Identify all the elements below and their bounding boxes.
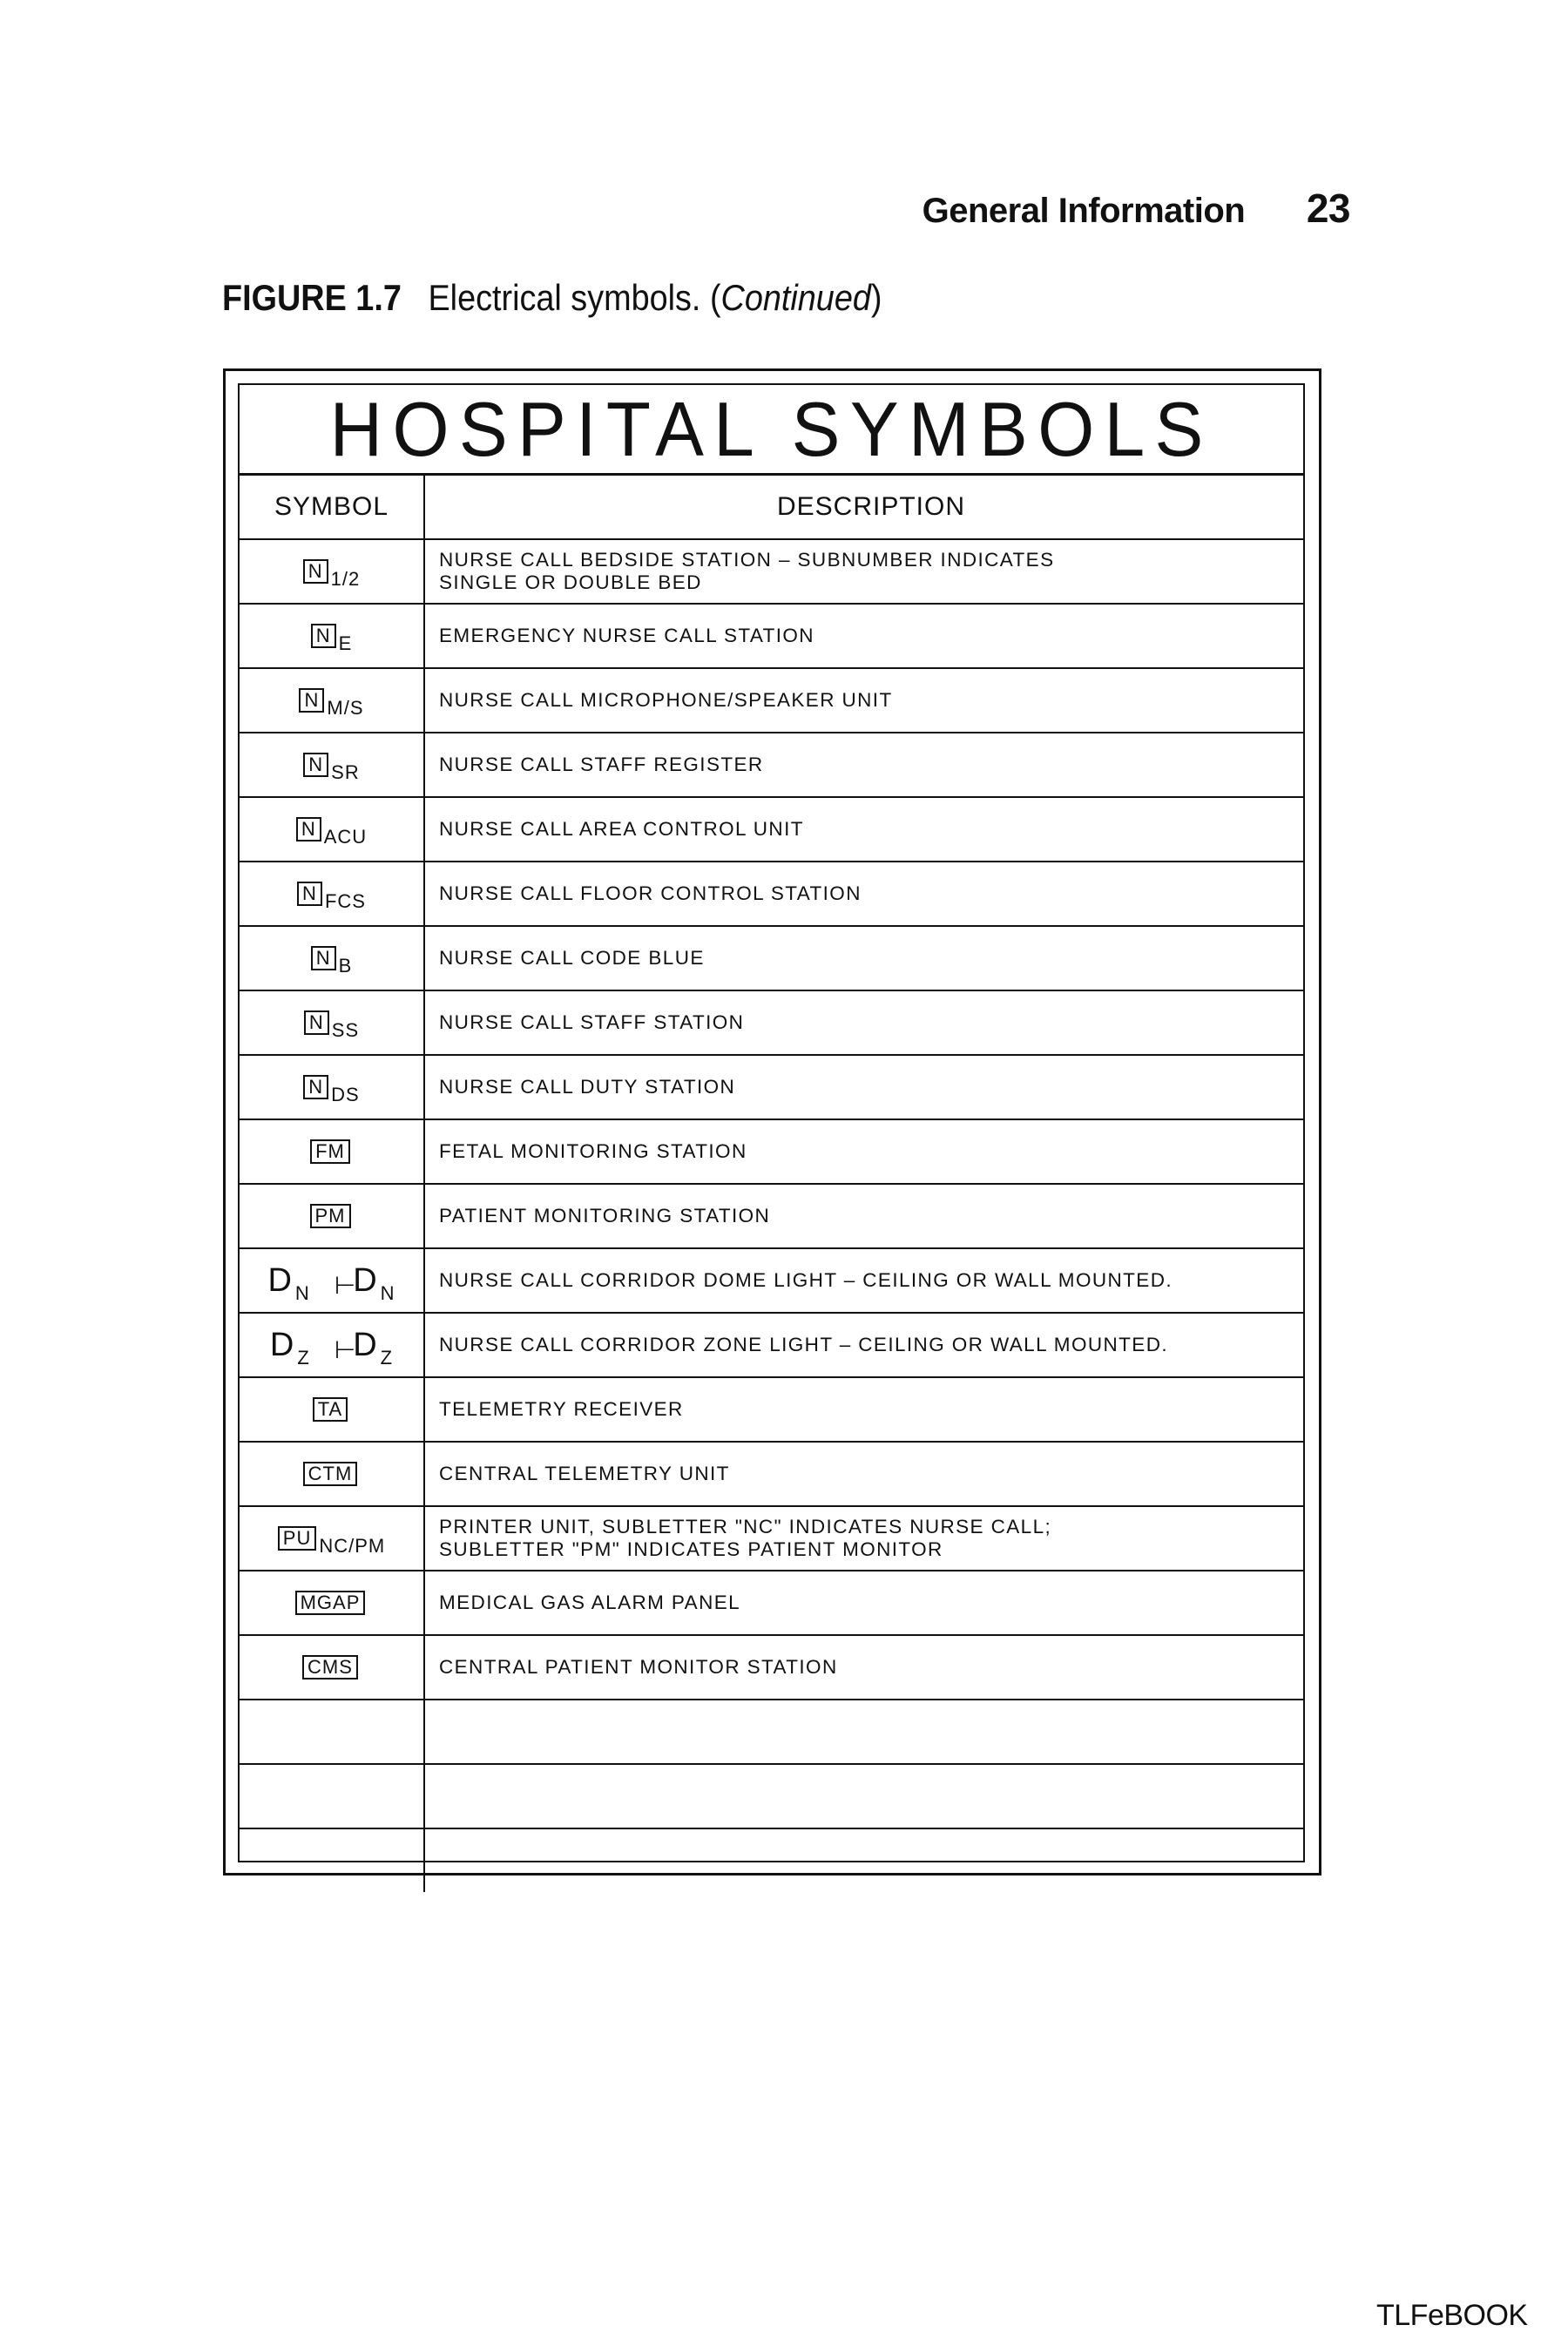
page-number: 23 <box>1306 186 1350 231</box>
symbol-cell <box>240 733 425 796</box>
table-title-row <box>240 385 1303 476</box>
table-row <box>240 1829 1303 1892</box>
description-text: CENTRAL PATIENT MONITOR STATION <box>439 1656 838 1678</box>
symbol-glyph: D Z ⊢ D Z <box>269 1326 394 1369</box>
description-cell <box>425 605 1303 667</box>
table-row <box>240 605 1303 669</box>
symbol-cell <box>240 1120 425 1183</box>
symbol-glyph: N E <box>311 624 353 648</box>
description-text: TELEMETRY RECEIVER <box>439 1398 684 1420</box>
description-cell <box>425 1636 1303 1699</box>
table-row <box>240 1765 1303 1829</box>
table-row <box>240 1056 1303 1120</box>
description-text: NURSE CALL DUTY STATION <box>439 1076 736 1098</box>
symbol-glyph: PU NC/PM <box>278 1526 385 1551</box>
description-cell <box>425 862 1303 925</box>
symbol-table-frame <box>223 368 1321 1876</box>
symbol-glyph: N SR <box>303 753 359 777</box>
symbol-glyph: N ACU <box>296 817 367 841</box>
description-text: NURSE CALL STAFF REGISTER <box>439 754 764 775</box>
symbol-cell <box>240 798 425 861</box>
table-row <box>240 1700 1303 1765</box>
symbol-glyph: N 1/2 <box>303 559 360 584</box>
description-text: PRINTER UNIT, SUBLETTER "NC" INDICATES NURSE CALL; SUBLETTER "PM" INDICATES PATIENT MONITOR <box>439 1516 1052 1560</box>
figure-label: FIGURE 1.7 <box>222 277 402 318</box>
table-row <box>240 1571 1303 1636</box>
symbol-glyph: N DS <box>303 1075 359 1099</box>
description-cell <box>425 1700 1303 1763</box>
table-row <box>240 798 1303 862</box>
description-cell <box>425 1507 1303 1570</box>
description-cell <box>425 927 1303 990</box>
symbol-cell <box>240 1056 425 1119</box>
table-row <box>240 540 1303 605</box>
running-head-section: General Information <box>922 192 1246 230</box>
symbol-cell <box>240 1507 425 1570</box>
description-text: FETAL MONITORING STATION <box>439 1140 747 1162</box>
figure-caption <box>222 277 882 319</box>
description-cell <box>425 798 1303 861</box>
symbol-cell <box>240 1700 425 1763</box>
symbol-cell <box>240 540 425 603</box>
description-cell <box>425 1056 1303 1119</box>
symbol-glyph: CTM <box>303 1462 361 1486</box>
symbol-glyph: N SS <box>304 1010 359 1035</box>
footer-watermark: TLFeBOOK <box>1376 2299 1528 2332</box>
description-cell <box>425 1829 1303 1892</box>
table-row <box>240 927 1303 991</box>
description-text: NURSE CALL BEDSIDE STATION – SUBNUMBER INDICATES SINGLE OR DOUBLE BED <box>439 549 1055 593</box>
symbol-cell <box>240 1443 425 1505</box>
description-cell <box>425 733 1303 796</box>
table-row <box>240 862 1303 927</box>
description-cell <box>425 669 1303 732</box>
symbol-glyph: MGAP <box>295 1591 368 1615</box>
caption-text: Electrical symbols. ( <box>428 277 721 318</box>
caption-close: ) <box>870 277 882 318</box>
description-text: NURSE CALL CORRIDOR ZONE LIGHT – CEILING OR WALL MOUNTED. <box>439 1334 1168 1355</box>
table-row <box>240 1507 1303 1571</box>
symbol-cell <box>240 605 425 667</box>
description-text: NURSE CALL STAFF STATION <box>439 1011 745 1033</box>
table-row <box>240 1443 1303 1507</box>
table-title: HOSPITAL SYMBOLS <box>329 385 1213 472</box>
table-row <box>240 1185 1303 1249</box>
symbol-cell <box>240 862 425 925</box>
description-cell <box>425 1443 1303 1505</box>
header-description: DESCRIPTION <box>776 492 966 521</box>
symbol-cell <box>240 1249 425 1312</box>
symbol-cell <box>240 927 425 990</box>
description-text: CENTRAL TELEMETRY UNIT <box>439 1463 730 1484</box>
description-cell <box>425 1120 1303 1183</box>
description-cell <box>425 991 1303 1054</box>
table-row <box>240 1314 1303 1378</box>
description-text: NURSE CALL AREA CONTROL UNIT <box>439 818 804 840</box>
description-text: NURSE CALL MICROPHONE/SPEAKER UNIT <box>439 689 893 711</box>
symbol-cell <box>240 1185 425 1247</box>
symbol-cell <box>240 1314 425 1376</box>
table-row <box>240 1378 1303 1443</box>
symbol-cell <box>240 1765 425 1828</box>
description-text: EMERGENCY NURSE CALL STATION <box>439 625 814 646</box>
table-body <box>240 540 1303 1892</box>
table-row <box>240 1636 1303 1700</box>
symbol-glyph: D N ⊢ D N <box>267 1261 395 1304</box>
description-cell <box>425 1765 1303 1828</box>
symbol-cell <box>240 1378 425 1441</box>
table-row <box>240 1120 1303 1185</box>
symbol-cell <box>240 1829 425 1892</box>
symbol-glyph: TA <box>313 1397 350 1422</box>
symbol-glyph: CMS <box>302 1655 361 1680</box>
symbol-glyph: N M/S <box>299 688 363 713</box>
description-cell <box>425 1249 1303 1312</box>
table-row <box>240 1249 1303 1314</box>
table-row <box>240 669 1303 733</box>
symbol-glyph: N FCS <box>297 882 366 906</box>
symbol-table <box>238 383 1305 1862</box>
symbol-cell <box>240 669 425 732</box>
symbol-glyph: FM <box>310 1139 353 1164</box>
description-cell <box>425 540 1303 603</box>
description-text: PATIENT MONITORING STATION <box>439 1205 771 1227</box>
symbol-cell <box>240 1636 425 1699</box>
symbol-cell <box>240 1571 425 1634</box>
caption-continued: Continued <box>720 277 871 318</box>
description-cell <box>425 1185 1303 1247</box>
description-cell <box>425 1314 1303 1376</box>
symbol-cell <box>240 991 425 1054</box>
symbol-glyph: PM <box>310 1204 354 1228</box>
running-head <box>923 185 1350 232</box>
table-row <box>240 991 1303 1056</box>
description-text: NURSE CALL FLOOR CONTROL STATION <box>439 882 862 904</box>
description-cell <box>425 1378 1303 1441</box>
table-header-row <box>240 476 1303 540</box>
description-text: NURSE CALL CODE BLUE <box>439 947 705 969</box>
description-text: NURSE CALL CORRIDOR DOME LIGHT – CEILING OR WALL MOUNTED. <box>439 1269 1173 1291</box>
description-text: MEDICAL GAS ALARM PANEL <box>439 1592 741 1613</box>
header-symbol: SYMBOL <box>240 476 425 538</box>
table-row <box>240 733 1303 798</box>
description-cell <box>425 1571 1303 1634</box>
symbol-glyph: N B <box>311 946 353 970</box>
